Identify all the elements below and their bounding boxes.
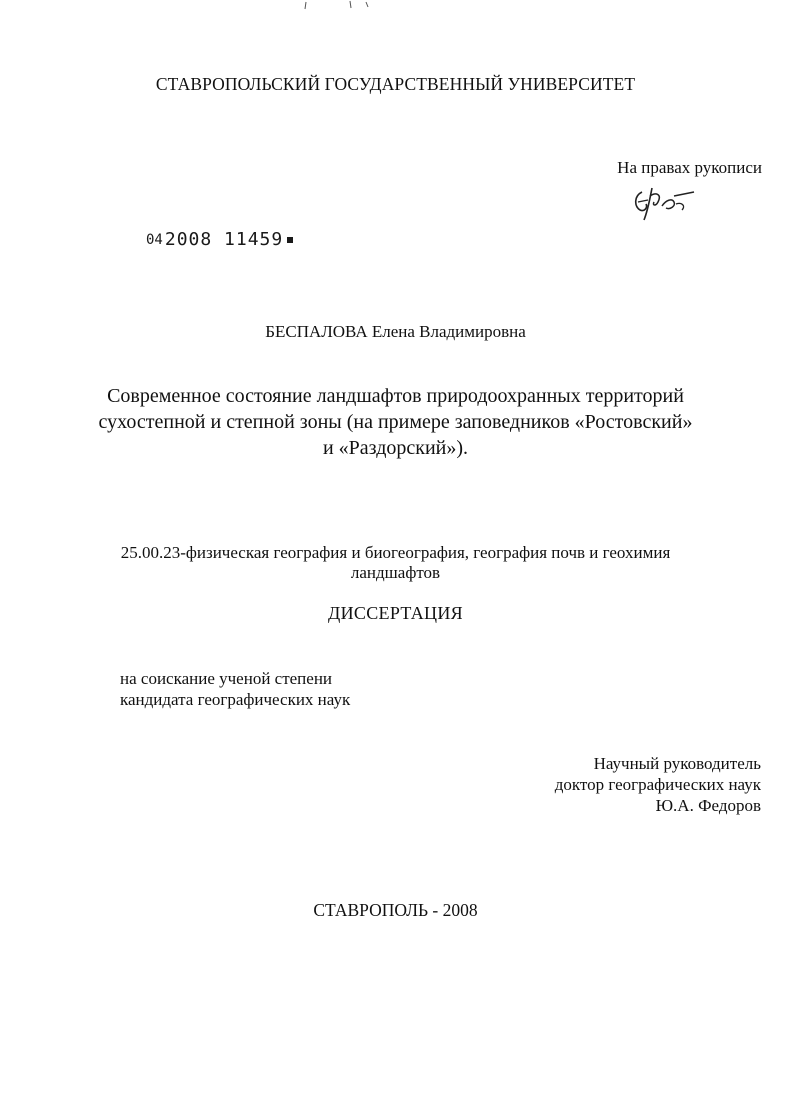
degree-line: на соискание ученой степени <box>120 669 333 688</box>
degree-statement <box>120 668 350 710</box>
stamp-rest: 2008 11459 <box>164 229 284 250</box>
supervisor-line: Ю.А. Федоров <box>655 796 761 815</box>
dissertation-title <box>0 383 791 461</box>
author-name: БЕСПАЛОВА Елена Владимировна <box>265 322 526 341</box>
city-and-year: СТАВРОПОЛЬ - 2008 <box>313 900 478 920</box>
specialty-line: ландшафтов <box>350 563 441 582</box>
supervisor-line: Научный руководитель <box>593 754 761 773</box>
scientific-supervisor <box>555 753 761 816</box>
specialty-code <box>0 543 791 583</box>
handwritten-signature <box>628 182 698 224</box>
specialty-line: 25.00.23-физическая география и биогеография, география почв и геохимия <box>120 543 671 562</box>
manuscript-rights-note: На правах рукописи <box>617 158 762 177</box>
document-type: ДИССЕРТАЦИЯ <box>328 603 463 623</box>
archive-stamp-number <box>146 229 293 250</box>
university-name: СТАВРОПОЛЬСКИЙ ГОСУДАРСТВЕННЫЙ УНИВЕРСИТЕТ <box>155 74 636 94</box>
stamp-dot-mark <box>287 237 293 243</box>
title-line: сухостепной и степной зоны (на примере заповедников «Ростовский» <box>98 411 693 433</box>
scan-artifact-marks <box>300 0 380 12</box>
title-line: Современное состояние ландшафтов природоохранных территорий <box>107 385 684 407</box>
degree-line: кандидата географических наук <box>120 690 351 709</box>
title-line: и «Раздорский»). <box>322 437 469 459</box>
stamp-prefix: 04 <box>146 231 163 248</box>
supervisor-line: доктор географических наук <box>554 775 761 794</box>
